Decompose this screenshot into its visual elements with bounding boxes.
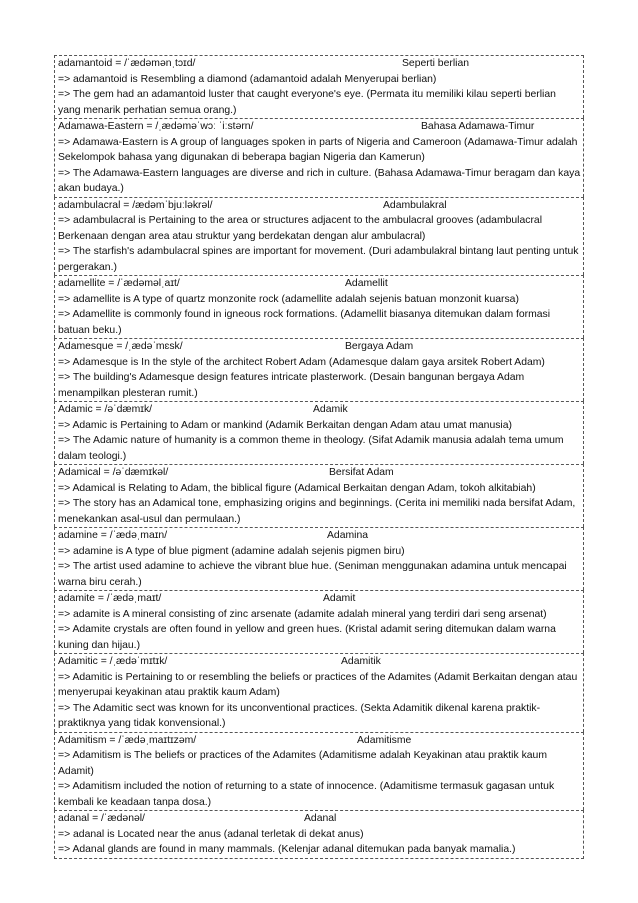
headword-pronunciation: adamine = /ˈædəˌmaɪn/ [58, 530, 168, 541]
translation: Adamit [323, 593, 356, 604]
example-line: => The artist used adamine to achieve the vibrant blue hue. (Seniman menggunakan adamina untuk mencapai warna biru cerah.) [58, 561, 567, 588]
dictionary-entry [54, 732, 584, 811]
example-line: => The Adamic nature of humanity is a common theme in theology. (Sifat Adamik manusia adalah tema umum dalam teologi.) [58, 435, 564, 462]
definition-line: => adamite is A mineral consisting of zinc arsenate (adamite adalah mineral yang terdiri dari seng arsenat) [58, 608, 547, 620]
dictionary-entry [54, 810, 584, 859]
example-line: => The story has an Adamical tone, emphasizing origins and beginnings. (Cerita ini memiliki nada bersifat Adam, menekankan asal-usul dan permulaan.) [58, 498, 576, 525]
dictionary-entry [54, 653, 584, 732]
example-line: => The starfish's adambulacral spines are important for movement. (Duri adambulakral bintang laut penting untuk pergerakan.) [58, 246, 579, 273]
translation: Adamellit [345, 278, 388, 289]
definition-line: => Adamawa-Eastern is A group of languages spoken in parts of Nigeria and Cameroon (Adamawa-Timur adalah Sekelompok bahasa yang digunakan di beberapa bagian Nigeria dan Kamerun) [58, 136, 578, 163]
definition-line: => adamine is A type of blue pigment (adamine adalah sejenis pigmen biru) [58, 545, 405, 557]
translation: Adambulakral [383, 199, 447, 211]
headword-pronunciation: adambulacral = /ædəmˈbjuːləkrəl/ [58, 199, 213, 211]
dictionary-entry [54, 464, 584, 527]
dictionary-entry [54, 55, 584, 118]
dictionary-entry [54, 275, 584, 338]
entry-header [55, 339, 583, 355]
headword-pronunciation: Adamitism = /ˈædəˌmaɪtɪzəm/ [58, 734, 197, 746]
entry-header [55, 465, 583, 481]
example-line: => Adamellite is commonly found in igneous rock formations. (Adamellit biasanya ditemukan dalam formasi batuan beku.) [58, 309, 551, 336]
example-line: => The gem had an adamantoid luster that caught everyone's eye. (Permata itu memiliki kilau seperti berlian yang menarik perhatian semua orang.) [58, 89, 556, 116]
definition-line: => adamellite is A type of quartz monzonite rock (adamellite adalah sejenis batuan monzonit kuarsa) [58, 293, 519, 305]
entry-header [55, 528, 583, 544]
example-line: => The Adamitic sect was known for its unconventional practices. (Sekta Adamitik dikenal karena praktik-praktiknya yang tidak konvensional.) [58, 702, 541, 729]
dictionary-entry [54, 118, 584, 197]
entry-header [55, 56, 583, 72]
headword-pronunciation: Adamesque = /ˌædəˈmɛsk/ [58, 341, 183, 352]
dictionary-page [54, 55, 584, 859]
headword-pronunciation: Adamitic = /ˌædəˈmɪtɪk/ [58, 656, 168, 667]
translation: Adamina [327, 530, 369, 541]
example-line: => Adamite crystals are often found in yellow and green hues. (Kristal adamit sering ditemukan dalam warna kuning dan hijau.) [58, 624, 556, 651]
definition-line: => Adamitism is The beliefs or practices of the Adamites (Adamitisme adalah Keyakinan atau praktik kaum Adamit) [58, 750, 547, 777]
translation: Bahasa Adamawa-Timur [421, 121, 535, 132]
translation: Adamitisme [357, 734, 412, 746]
definition-line: => Adamical is Relating to Adam, the biblical figure (Adamical Berkaitan dengan Adam, tokoh alkitabiah) [58, 482, 536, 494]
headword-pronunciation: Adamic = /əˈdæmɪk/ [58, 404, 153, 415]
example-line: => The building's Adamesque design features intricate plasterwork. (Desain bangunan bergaya Adam menampilkan plesteran rumit.) [58, 372, 525, 399]
example-line: => Adanal glands are found in many mammals. (Kelenjar adanal ditemukan pada banyak mamalia.) [58, 844, 516, 855]
dictionary-entry [54, 401, 584, 464]
definition-line: => Adamic is Pertaining to Adam or mankind (Adamik Berkaitan dengan Adam atau umat manusia) [58, 419, 512, 431]
dictionary-entry [54, 527, 584, 590]
entry-header [55, 119, 583, 135]
definition-line: => adanal is Located near the anus (adanal terletak di dekat anus) [58, 828, 364, 840]
translation: Adamik [313, 404, 348, 415]
translation: Seperti berlian [402, 58, 470, 69]
translation: Adanal [304, 813, 337, 824]
entry-header [55, 198, 583, 214]
translation: Bersifat Adam [329, 467, 394, 478]
definition-line: => adamantoid is Resembling a diamond (adamantoid adalah Menyerupai berlian) [58, 73, 437, 85]
headword-pronunciation: Adamical = /əˈdæmɪkəl/ [58, 467, 169, 478]
dictionary-entry [54, 197, 584, 276]
headword-pronunciation: adamellite = /ˈædəməlˌaɪt/ [58, 278, 180, 289]
entry-header [55, 733, 583, 749]
entry-header [55, 402, 583, 418]
dictionary-entry [54, 338, 584, 401]
headword-pronunciation: Adamawa-Eastern = /ˌædəməˈwɔː ˈiːstərn/ [58, 121, 254, 132]
headword-pronunciation: adamantoid = /ˈædəmənˌtɔɪd/ [58, 58, 196, 69]
example-line: => The Adamawa-Eastern languages are diverse and rich in culture. (Bahasa Adamawa-Timur beragam dan kaya akan budaya.) [58, 167, 581, 194]
headword-pronunciation: adamite = /ˈædəˌmaɪt/ [58, 593, 162, 604]
dictionary-entry [54, 590, 584, 653]
entry-header [55, 276, 583, 292]
entry-header [55, 591, 583, 607]
headword-pronunciation: adanal = /ˈædənəl/ [58, 813, 145, 824]
entry-header [55, 654, 583, 670]
definition-line: => Adamitic is Pertaining to or resembling the beliefs or practices of the Adamites (Adamit Berkaitan dengan atau menyerupai keyakinan atau praktik kaum Adam) [58, 671, 578, 698]
entry-header [55, 811, 583, 827]
definition-line: => adambulacral is Pertaining to the area or structures adjacent to the ambulacral grooves (adambulacral Berkenaan dengan area atau struktur yang berdekatan dengan alur ambulacral) [58, 215, 543, 242]
translation: Bergaya Adam [345, 341, 414, 352]
definition-line: => Adamesque is In the style of the architect Robert Adam (Adamesque dalam gaya arsitek Robert Adam) [58, 356, 545, 368]
translation: Adamitik [341, 656, 381, 667]
example-line: => Adamitism included the notion of returning to a state of innocence. (Adamitisme termasuk gagasan untuk kembali ke keadaan tanpa dosa.) [58, 781, 555, 808]
